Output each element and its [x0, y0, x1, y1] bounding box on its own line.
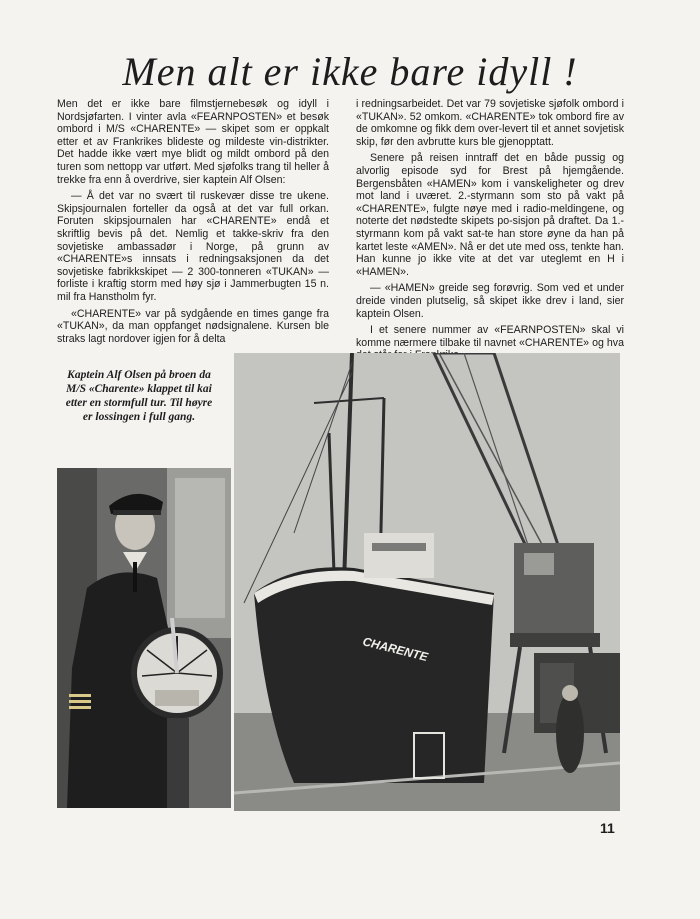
- ship-hull-name: CHARENTE: [361, 634, 430, 665]
- paragraph: I et senere nummer av «FEARNPOSTEN» skal vi komme nærmere tilbake til navnet «CHARENTE» og hva: [356, 324, 624, 349]
- paragraph: — «HAMEN» greide seg forøvrig. Som ved et under dreide vinden plutselig, så skipet ikke drev i land, sier kaptein Olsen.: [356, 282, 624, 320]
- article-title: Men alt er ikke bare idyll !: [122, 49, 578, 94]
- text-column-right: [356, 98, 624, 366]
- paragraph: Senere på reisen inntraff det en både pussig og alvorlig episode syd for Brest på hjemgående. Bergensbåten «HAMEN» kom i vanskeligheter og drev mot land i uværet. 2.-styrmann som sto på vakt på «CHARENTE», fulgte nøye med i radio-meldingene, og noterte det nødstedte skipets po-sisjon på draftet. Da 1.-styrmann kom på vakt sat-te han store øyne da han på kartet leste «AMEN». Nå er det ute med oss, tenkte han. Han kunne jo ikke vite at det var uteglemt en H i «HAMEN».: [356, 152, 624, 278]
- ship-photo: [234, 353, 620, 811]
- ship-illustration: [234, 353, 620, 811]
- paragraph: Men det er ikke bare filmstjernebesøk og idyll i Nordsjøfarten. I vinter avla «FEARNPOSTEN» et besøk ombord i M/S «CHARENTE» — skipet som er oppkalt etter et av Frankrikes blideste og mildeste vin-distrikter. Det hadde ikke vært mye blidt og mildt ombord på den turen som nettopp var utført. Med sjøfolks trang til heller å trekke fra enn å overdrive, sier kaptein Alf Olsen:: [57, 98, 329, 186]
- photo-caption: Kaptein Alf Olsen på broen da M/S «Charente» klappet til kai etter en stormfull tur. Til høyre er lossingen i full gang.: [65, 369, 213, 423]
- captain-illustration: [57, 468, 231, 808]
- paragraph: «CHARENTE» var på sydgående en times gange fra «TUKAN», da man oppfanget nødsignalene. Kursen ble straks lagt nordover igjen for å delta: [57, 307, 329, 345]
- captain-photo: [57, 468, 231, 808]
- page-number: 11: [600, 820, 615, 836]
- text-column-left: [57, 98, 329, 349]
- paragraph: — Å det var no svært til ruskevær disse tre ukene. Skipsjournalen forteller da også at det var full orkan. Foruten skipsjournalen har «CHARENTE» endå et skriftlig bevis på det. Nemlig et takke-skriv fra den sovjetiske ambassadør i Norge, på grunn av «CHARENTE»s innsats i redningsaksjonen da det sovjetiske fabrikkskipet — 2 300-tonneren «TUKAN» — forliste i kraftig storm med høy sjø i Jammerbugten 15 n. mil fra Hanstholm fyr.: [57, 190, 329, 303]
- paragraph: i redningsarbeidet. Det var 79 sovjetiske sjøfolk ombord i «TUKAN». 52 omkom. «CHARENTE» tok ombord fire av de omkomne og fikk dem over-levert til et annet sovjetisk skip, før den avbrutte kurs ble gjenopptatt.: [356, 98, 624, 148]
